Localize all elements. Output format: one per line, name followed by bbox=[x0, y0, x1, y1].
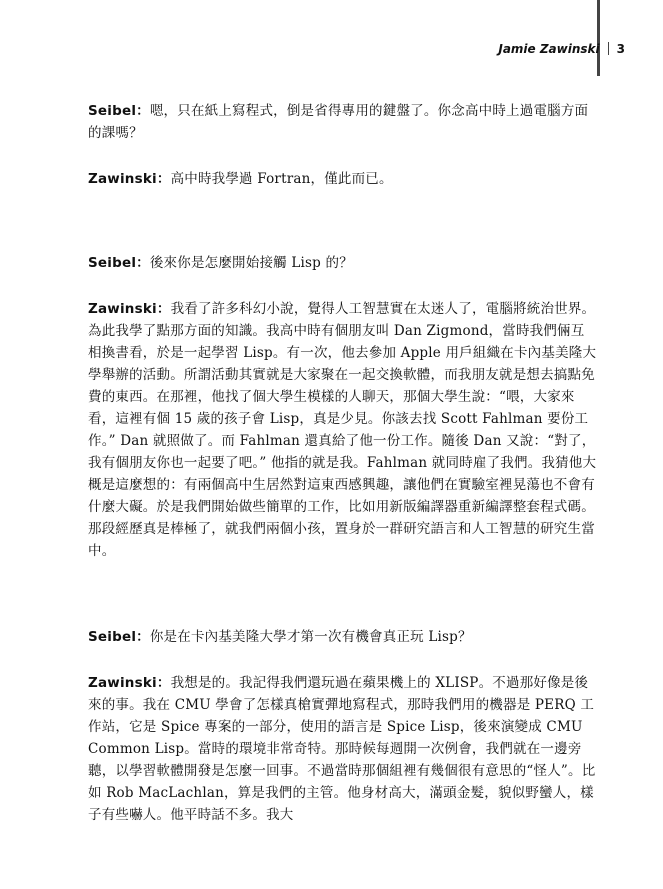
speaker-label: Seibel： bbox=[88, 103, 150, 119]
speaker-label: Zawinski： bbox=[88, 675, 171, 691]
speaker-label: Zawinski： bbox=[88, 301, 171, 317]
speaker-label: Seibel： bbox=[88, 255, 150, 271]
page-number: 3 bbox=[616, 42, 625, 56]
answer-text: 高中時我學過 Fortran，僅此而已。 bbox=[170, 171, 393, 187]
question-text: 後來你是怎麼開始接觸 Lisp 的？ bbox=[149, 255, 353, 271]
question-block bbox=[88, 626, 598, 648]
question-block bbox=[88, 100, 598, 144]
answer-block bbox=[88, 168, 598, 190]
running-header bbox=[498, 42, 625, 56]
answer-text: 我想是的。我記得我們還玩過在蘋果機上的 XLISP。不過那好像是後來的事。我在 CMU 學會了怎樣真槍實彈地寫程式，那時我們用的機器是 PERQ 工作站，它是 Spice 專案的一部分，使用的語言是 Spice Lisp，後來演變成 CMU Common Lisp。當時的環境非常奇特。那時候每週開一次例會，我們就在一邊旁聽，以學習軟體開發是怎麼一回事。不過當時那個組裡有幾個很有意思的“怪人”。比如 Rob MacLachlan，算是我們的主管。他身材高大，滿頭金髮，貌似野蠻人，樣子有些嚇人。他平時話不多。我大 bbox=[88, 675, 596, 823]
question-text: 你是在卡內基美隆大學才第一次有機會真正玩 Lisp？ bbox=[149, 629, 472, 645]
answer-text: 我看了許多科幻小說，覺得人工智慧實在太迷人了，電腦將統治世界。為此我學了點那方面的知識。我高中時有個朋友叫 Dan Zigmond，當時我們倆互相換書看，於是一起學習 Lisp。有一次，他去參加 Apple 用戶組織在卡內基美隆大學舉辦的活動。所謂活動其實就是大家聚在一起交換軟體，而我朋友就是想去搞點免費的東西。在那裡，他找了個大學生模樣的人聊天，那個大學生說：“喂，大家來看，這裡有個 15 歲的孩子會 Lisp，真是少見。你該去找 Scott Fahlman 要份工作。” Dan 就照做了。而 Fahlman 還真給了他一份工作。隨後 Dan 又說：“對了，我有個朋友你也一起要了吧。” 他指的就是我。Fahlman 就同時雇了我們。我猜他大概是這麼想的：有兩個高中生居然對這東西感興趣，讓他們在實驗室裡晃蕩也不會有什麼大礙。於是我們開始做些簡單的工作，比如用新版編譯器重新編譯整套程式碼。那段經歷真是棒極了，就我們兩個小孩，置身於一群研究語言和人工智慧的研究生當中。 bbox=[88, 301, 597, 559]
answer-block bbox=[88, 298, 598, 562]
speaker-label: Zawinski： bbox=[88, 171, 171, 187]
header-separator bbox=[608, 42, 609, 55]
question-text: 嗯，只在紙上寫程式，倒是省得專用的鍵盤了。你念高中時上過電腦方面的課嗎？ bbox=[88, 103, 589, 141]
running-header-author: Jamie Zawinski bbox=[498, 42, 600, 56]
speaker-label: Seibel： bbox=[88, 629, 150, 645]
answer-block bbox=[88, 672, 598, 826]
question-block bbox=[88, 252, 598, 274]
interview-text bbox=[88, 100, 598, 826]
page-edge-bar bbox=[597, 0, 600, 76]
